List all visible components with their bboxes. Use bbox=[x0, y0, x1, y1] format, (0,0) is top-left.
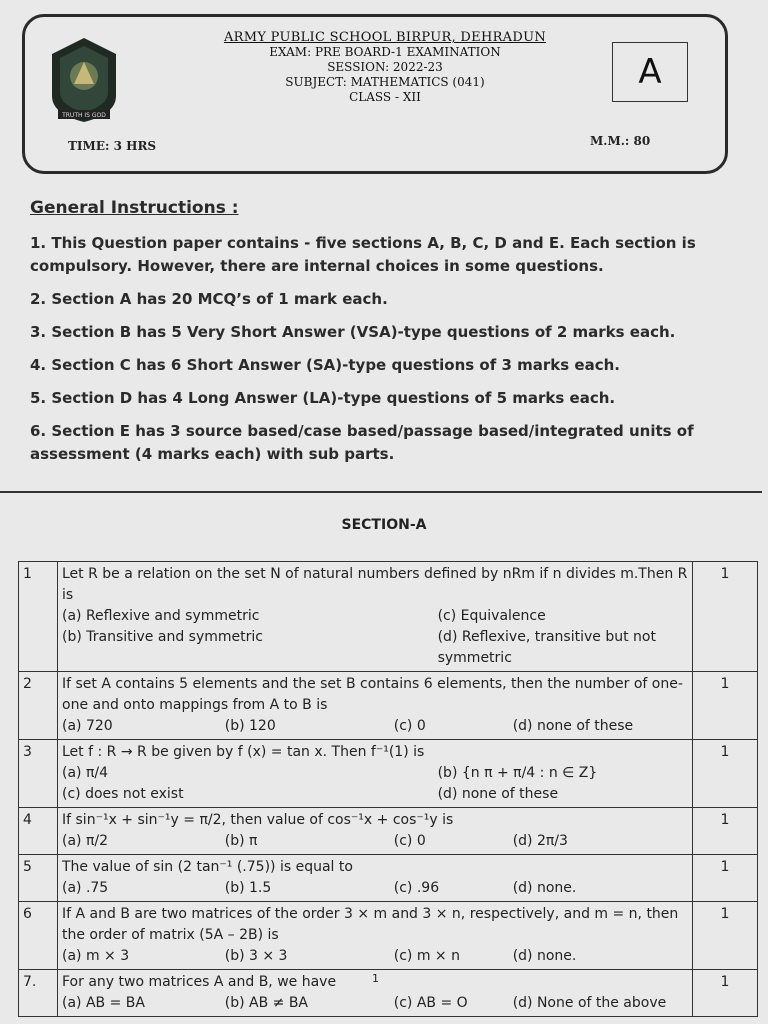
school-crest-icon bbox=[44, 34, 124, 124]
max-marks: M.M.: 80 bbox=[590, 134, 651, 148]
question-body bbox=[58, 855, 693, 902]
subject: SUBJECT: MATHEMATICS (041) bbox=[285, 75, 485, 89]
options bbox=[62, 946, 688, 967]
question-body bbox=[58, 808, 693, 855]
option: (a) .75 bbox=[62, 880, 109, 896]
option: (b) π bbox=[224, 833, 258, 849]
option: (d) None of the above bbox=[512, 995, 667, 1011]
option: (b) {n π + π/4 : n ∈ Z} bbox=[437, 765, 598, 781]
divider bbox=[0, 491, 762, 493]
instruction-item: 2. Section A has 20 MCQ’s of 1 mark each. bbox=[30, 290, 388, 308]
option: (a) m × 3 bbox=[62, 948, 130, 964]
option: (a) 720 bbox=[62, 718, 113, 734]
option: (c) 0 bbox=[393, 833, 426, 849]
question-marks: 1 bbox=[693, 808, 758, 855]
options bbox=[62, 763, 688, 805]
option: (a) Reflexive and symmetric bbox=[62, 608, 260, 624]
question-text: The value of sin (2 tan⁻¹ (.75)) is equal to bbox=[62, 859, 353, 875]
exam-header-text bbox=[180, 30, 590, 105]
option: (c) does not exist bbox=[62, 786, 184, 802]
question-row bbox=[19, 855, 758, 902]
question-text: Let f : R → R be given by f (x) = tan x. Then f⁻¹(1) is bbox=[62, 744, 425, 760]
question-marks: 1 bbox=[693, 562, 758, 672]
class-label: CLASS - XII bbox=[349, 90, 421, 104]
option: (b) 3 × 3 bbox=[224, 948, 288, 964]
question-number: 7. bbox=[19, 970, 58, 1017]
option: (c) 0 bbox=[393, 718, 426, 734]
instruction-item: 3. Section B has 5 Very Short Answer (VSA)-type questions of 2 marks each. bbox=[30, 323, 676, 341]
option: (b) 120 bbox=[224, 718, 276, 734]
question-marks: 1 bbox=[693, 672, 758, 740]
question-number: 2 bbox=[19, 672, 58, 740]
option: (a) AB = BA bbox=[62, 995, 145, 1011]
question-text: If A and B are two matrices of the order 3 × m and 3 × n, respectively, and m = n, then the order of matrix (5A – 2B) is bbox=[62, 906, 679, 943]
option: (c) AB = O bbox=[393, 995, 468, 1011]
school-name: ARMY PUBLIC SCHOOL BIRPUR, DEHRADUN bbox=[223, 30, 547, 45]
question-number: 3 bbox=[19, 740, 58, 808]
option: (d) none of these bbox=[512, 718, 634, 734]
question-text: For any two matrices A and B, we have bbox=[62, 974, 337, 990]
question-body bbox=[58, 902, 693, 970]
question-number: 6 bbox=[19, 902, 58, 970]
option: (b) AB ≠ BA bbox=[224, 995, 309, 1011]
option: (b) Transitive and symmetric bbox=[62, 629, 263, 645]
option: (a) π/4 bbox=[62, 765, 109, 781]
time-allowed: TIME: 3 HRS bbox=[68, 139, 157, 153]
options bbox=[62, 831, 688, 852]
question-number: 1 bbox=[19, 562, 58, 672]
paper-set-box: A bbox=[612, 42, 688, 102]
question-body bbox=[58, 562, 693, 672]
option: (d) none. bbox=[512, 948, 577, 964]
options bbox=[62, 993, 688, 1014]
section-title: SECTION-A bbox=[341, 517, 427, 533]
instruction-item: 1. This Question paper contains - five sections A, B, C, D and E. Each section is compulsory. However, there are internal choices in some questions. bbox=[30, 234, 696, 275]
option: (d) none. bbox=[512, 880, 577, 896]
session: SESSION: 2022-23 bbox=[327, 60, 443, 74]
option: (c) Equivalence bbox=[437, 608, 546, 624]
instruction-item: 5. Section D has 4 Long Answer (LA)-type questions of 5 marks each. bbox=[30, 389, 616, 407]
option: (d) none of these bbox=[437, 786, 559, 802]
options bbox=[62, 878, 688, 899]
question-marks: 1 bbox=[693, 740, 758, 808]
option: (c) m × n bbox=[393, 948, 460, 964]
question-body bbox=[58, 740, 693, 808]
options bbox=[62, 606, 688, 669]
exam-name: EXAM: PRE BOARD-1 EXAMINATION bbox=[269, 45, 501, 59]
question-row bbox=[19, 970, 758, 1017]
question-row bbox=[19, 808, 758, 855]
option: (c) .96 bbox=[393, 880, 440, 896]
question-marks: 1 bbox=[693, 855, 758, 902]
question-number: 5 bbox=[19, 855, 58, 902]
instructions-list bbox=[30, 232, 730, 476]
option: (a) π/2 bbox=[62, 833, 109, 849]
instructions-title: General Instructions : bbox=[30, 198, 239, 218]
options bbox=[62, 716, 688, 737]
instruction-item: 4. Section C has 6 Short Answer (SA)-type questions of 3 marks each. bbox=[30, 356, 620, 374]
question-marks: 1 bbox=[693, 902, 758, 970]
instruction-item: 6. Section E has 3 source based/case based/passage based/integrated units of assessment (4 marks each) with sub parts. bbox=[30, 422, 694, 463]
option: (d) Reflexive, transitive but not symmetric bbox=[437, 629, 656, 666]
question-row bbox=[19, 740, 758, 808]
question-row bbox=[19, 672, 758, 740]
question-number: 4 bbox=[19, 808, 58, 855]
question-row bbox=[19, 902, 758, 970]
question-body bbox=[58, 672, 693, 740]
question-text: If sin⁻¹x + sin⁻¹y = π/2, then value of cos⁻¹x + cos⁻¹y is bbox=[62, 812, 454, 828]
option: (d) 2π/3 bbox=[512, 833, 568, 849]
svg-text:TRUTH IS GOD: TRUTH IS GOD bbox=[62, 112, 106, 119]
page-number: 1 bbox=[372, 972, 379, 985]
questions-table bbox=[18, 561, 758, 1017]
question-text: If set A contains 5 elements and the set B contains 6 elements, then the number of one-one and onto mappings from A to B is bbox=[62, 676, 683, 713]
option: (b) 1.5 bbox=[224, 880, 272, 896]
question-marks: 1 bbox=[693, 970, 758, 1017]
question-text: Let R be a relation on the set N of natural numbers defined by nRm if n divides m.Then R is bbox=[62, 566, 688, 603]
question-row bbox=[19, 562, 758, 672]
